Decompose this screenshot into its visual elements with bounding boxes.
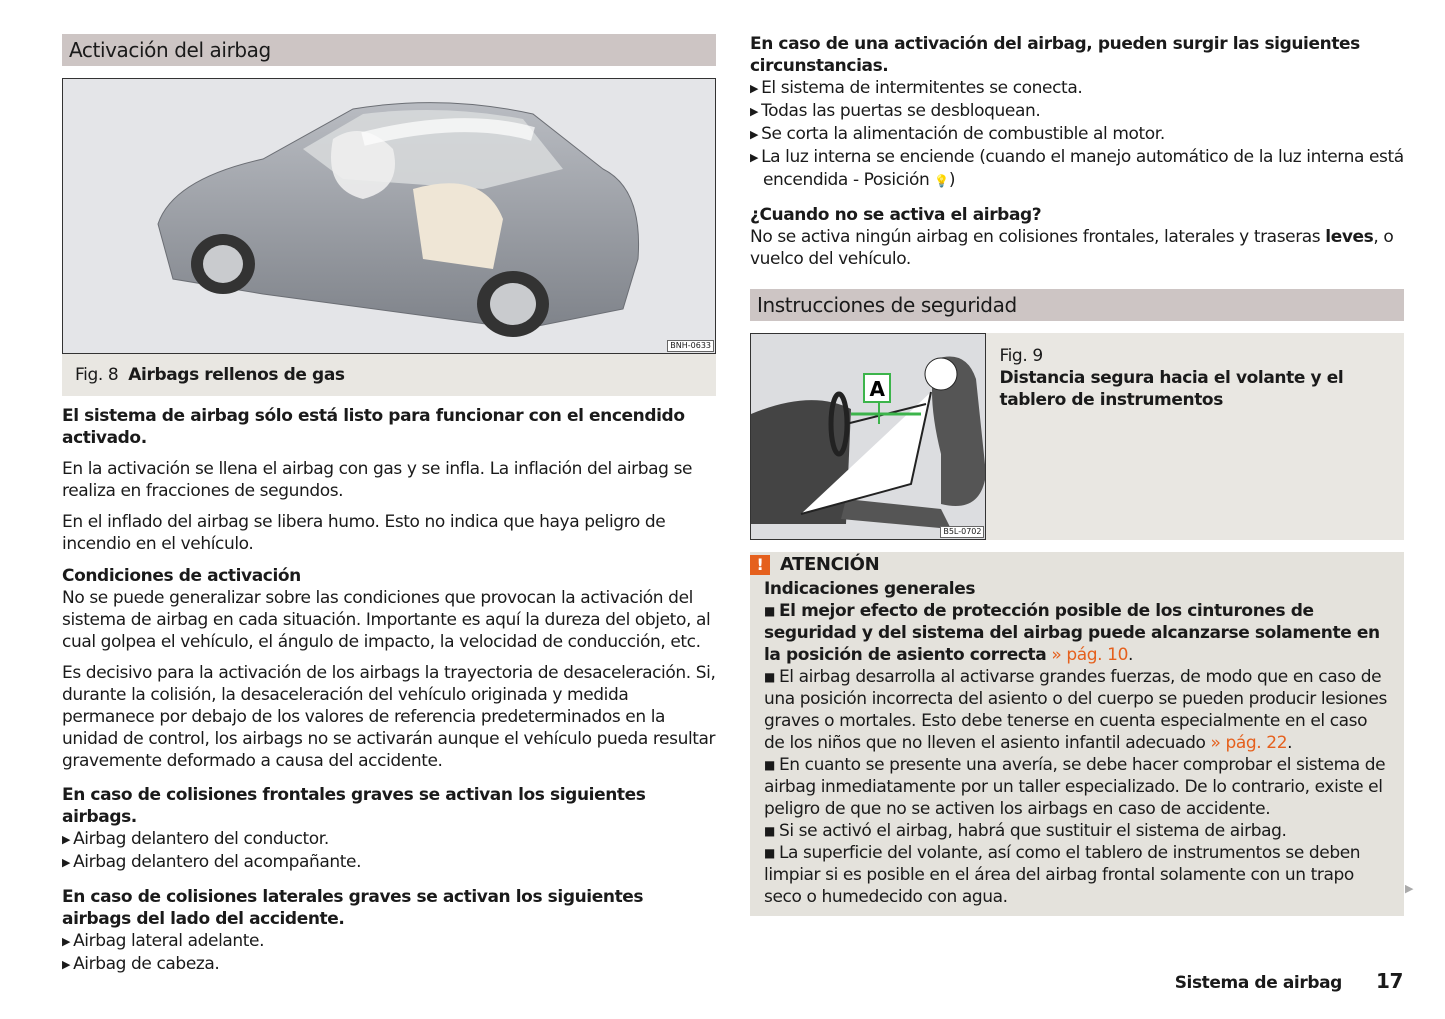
- interior-light-icon: 💡: [934, 174, 949, 188]
- distance-marker: A: [869, 377, 885, 401]
- warning-item: ■ En cuanto se presente una avería, se debe hacer comprobar el sistema de airbag inmediatamente por un taller especializado. De lo contrario, existe el peligro de que no se activen los airbags en caso de accidente.: [764, 755, 1386, 819]
- warning-title: ATENCIÓN: [780, 554, 880, 575]
- warning-header: [750, 554, 1390, 576]
- figure-car-airbags: [62, 78, 716, 354]
- subheading: En caso de colisiones frontales graves se activan los siguientes airbags.: [62, 785, 646, 827]
- list-item: ▶ Todas las puertas se desbloquean.: [750, 101, 1041, 121]
- page-link[interactable]: » pág. 10: [1051, 645, 1129, 665]
- right-column: [750, 33, 1404, 916]
- paragraph: En el inflado del airbag se libera humo. Esto no indica que haya peligro de incendio en el vehículo.: [62, 512, 666, 554]
- warning-subtitle: Indicaciones generales: [764, 579, 976, 599]
- paragraph: No se activa ningún airbag en colisiones frontales, laterales y traseras leves, o vuelco del vehículo.: [750, 227, 1394, 269]
- page-number: 17: [1375, 969, 1403, 993]
- subheading: ¿Cuando no se activa el airbag?: [750, 205, 1042, 225]
- figure-code: B5L-0702: [940, 526, 984, 538]
- paragraph: En la activación se llena el airbag con gas y se infla. La inflación del airbag se realiza en fracciones de segundos.: [62, 459, 693, 501]
- page-footer: [1175, 970, 1403, 994]
- subheading: En caso de colisiones laterales graves se activan los siguientes airbags del lado del accidente.: [62, 887, 644, 929]
- list-item: ▶ Airbag delantero del conductor.: [62, 829, 329, 849]
- warning-item: ■ El mejor efecto de protección posible de los cinturones de seguridad y del sistema del airbag puede alcanzarse solamente en la posición de asiento correcta » pág. 10.: [764, 601, 1380, 665]
- figure-caption: [62, 354, 716, 396]
- warning-item: ■ La superficie del volante, así como el tablero de instrumentos se deben limpiar si es posible en el área del airbag frontal solamente con un trapo seco o humedecido con agua.: [764, 843, 1361, 907]
- paragraph: No se puede generalizar sobre las condiciones que provocan la activación del sistema de airbag en cada situación. Importante es aquí la dureza del objeto, al cual golpea el vehículo, el ángulo de impacto, la velocidad de conducción, etc.: [62, 588, 711, 652]
- paragraph: Es decisivo para la activación de los airbags la trayectoria de desaceleración. Si, durante la colisión, la desaceleración del vehículo originada y medida permanece por debajo de los valores de referencia predeterminados en la unidad de control, los airbags no se activarán aunque el vehículo pueda resultar gravemente deformado a causa del accidente.: [62, 663, 716, 771]
- figure-title: Airbags rellenos de gas: [128, 365, 345, 385]
- list-item: ▶ Airbag lateral adelante.: [62, 931, 265, 951]
- figure-code: BNH-0633: [667, 340, 714, 352]
- page-link[interactable]: » pág. 22: [1210, 733, 1288, 753]
- section-title-activation: Activación del airbag: [62, 34, 716, 66]
- continue-arrow-icon: ▶: [1405, 882, 1414, 895]
- section-title-safety: Instrucciones de seguridad: [750, 289, 1404, 321]
- figure-label: Fig. 8: [75, 365, 119, 385]
- list-item: ▶ Airbag de cabeza.: [62, 954, 220, 974]
- left-column: [62, 34, 716, 976]
- warning-item: ■ Si se activó el airbag, habrá que sustituir el sistema de airbag.: [764, 821, 1287, 841]
- list-item: ▶ La luz interna se enciende (cuando el manejo automático de la luz interna está encendida - Posición 💡): [750, 147, 1404, 190]
- figure-caption: [986, 333, 1404, 540]
- subheading: En caso de una activación del airbag, pueden surgir las siguientes circunstancias.: [750, 34, 1360, 76]
- list-item: ▶ Airbag delantero del acompañante.: [62, 852, 362, 872]
- figure-label: Fig. 9: [999, 346, 1043, 366]
- subheading: Condiciones de activación: [62, 566, 301, 586]
- intro-bold: El sistema de airbag sólo está listo para funcionar con el encendido activado.: [62, 406, 685, 448]
- warning-item: ■ El airbag desarrolla al activarse grandes fuerzas, de modo que en caso de una posición incorrecta del asiento o del cuerpo se pueden producir lesiones graves o mortales. Esto debe tenerse en cuenta especialmente en el caso de los niños que no lleven el asiento infantil adecuado » pág. 22.: [764, 667, 1387, 753]
- figure-title: Distancia segura hacia el volante y el tablero de instrumentos: [999, 368, 1344, 410]
- list-item: ▶ Se corta la alimentación de combustible al motor.: [750, 124, 1165, 144]
- car-illustration: [63, 79, 715, 353]
- figure-9: [750, 333, 1404, 540]
- list-item: ▶ El sistema de intermitentes se conecta.: [750, 78, 1083, 98]
- chapter-title: Sistema de airbag: [1174, 973, 1342, 993]
- warning-box: [750, 552, 1404, 916]
- driver-seat-illustration: [751, 334, 986, 539]
- warning-icon: !: [750, 555, 770, 575]
- figure-seat-distance: [750, 333, 986, 540]
